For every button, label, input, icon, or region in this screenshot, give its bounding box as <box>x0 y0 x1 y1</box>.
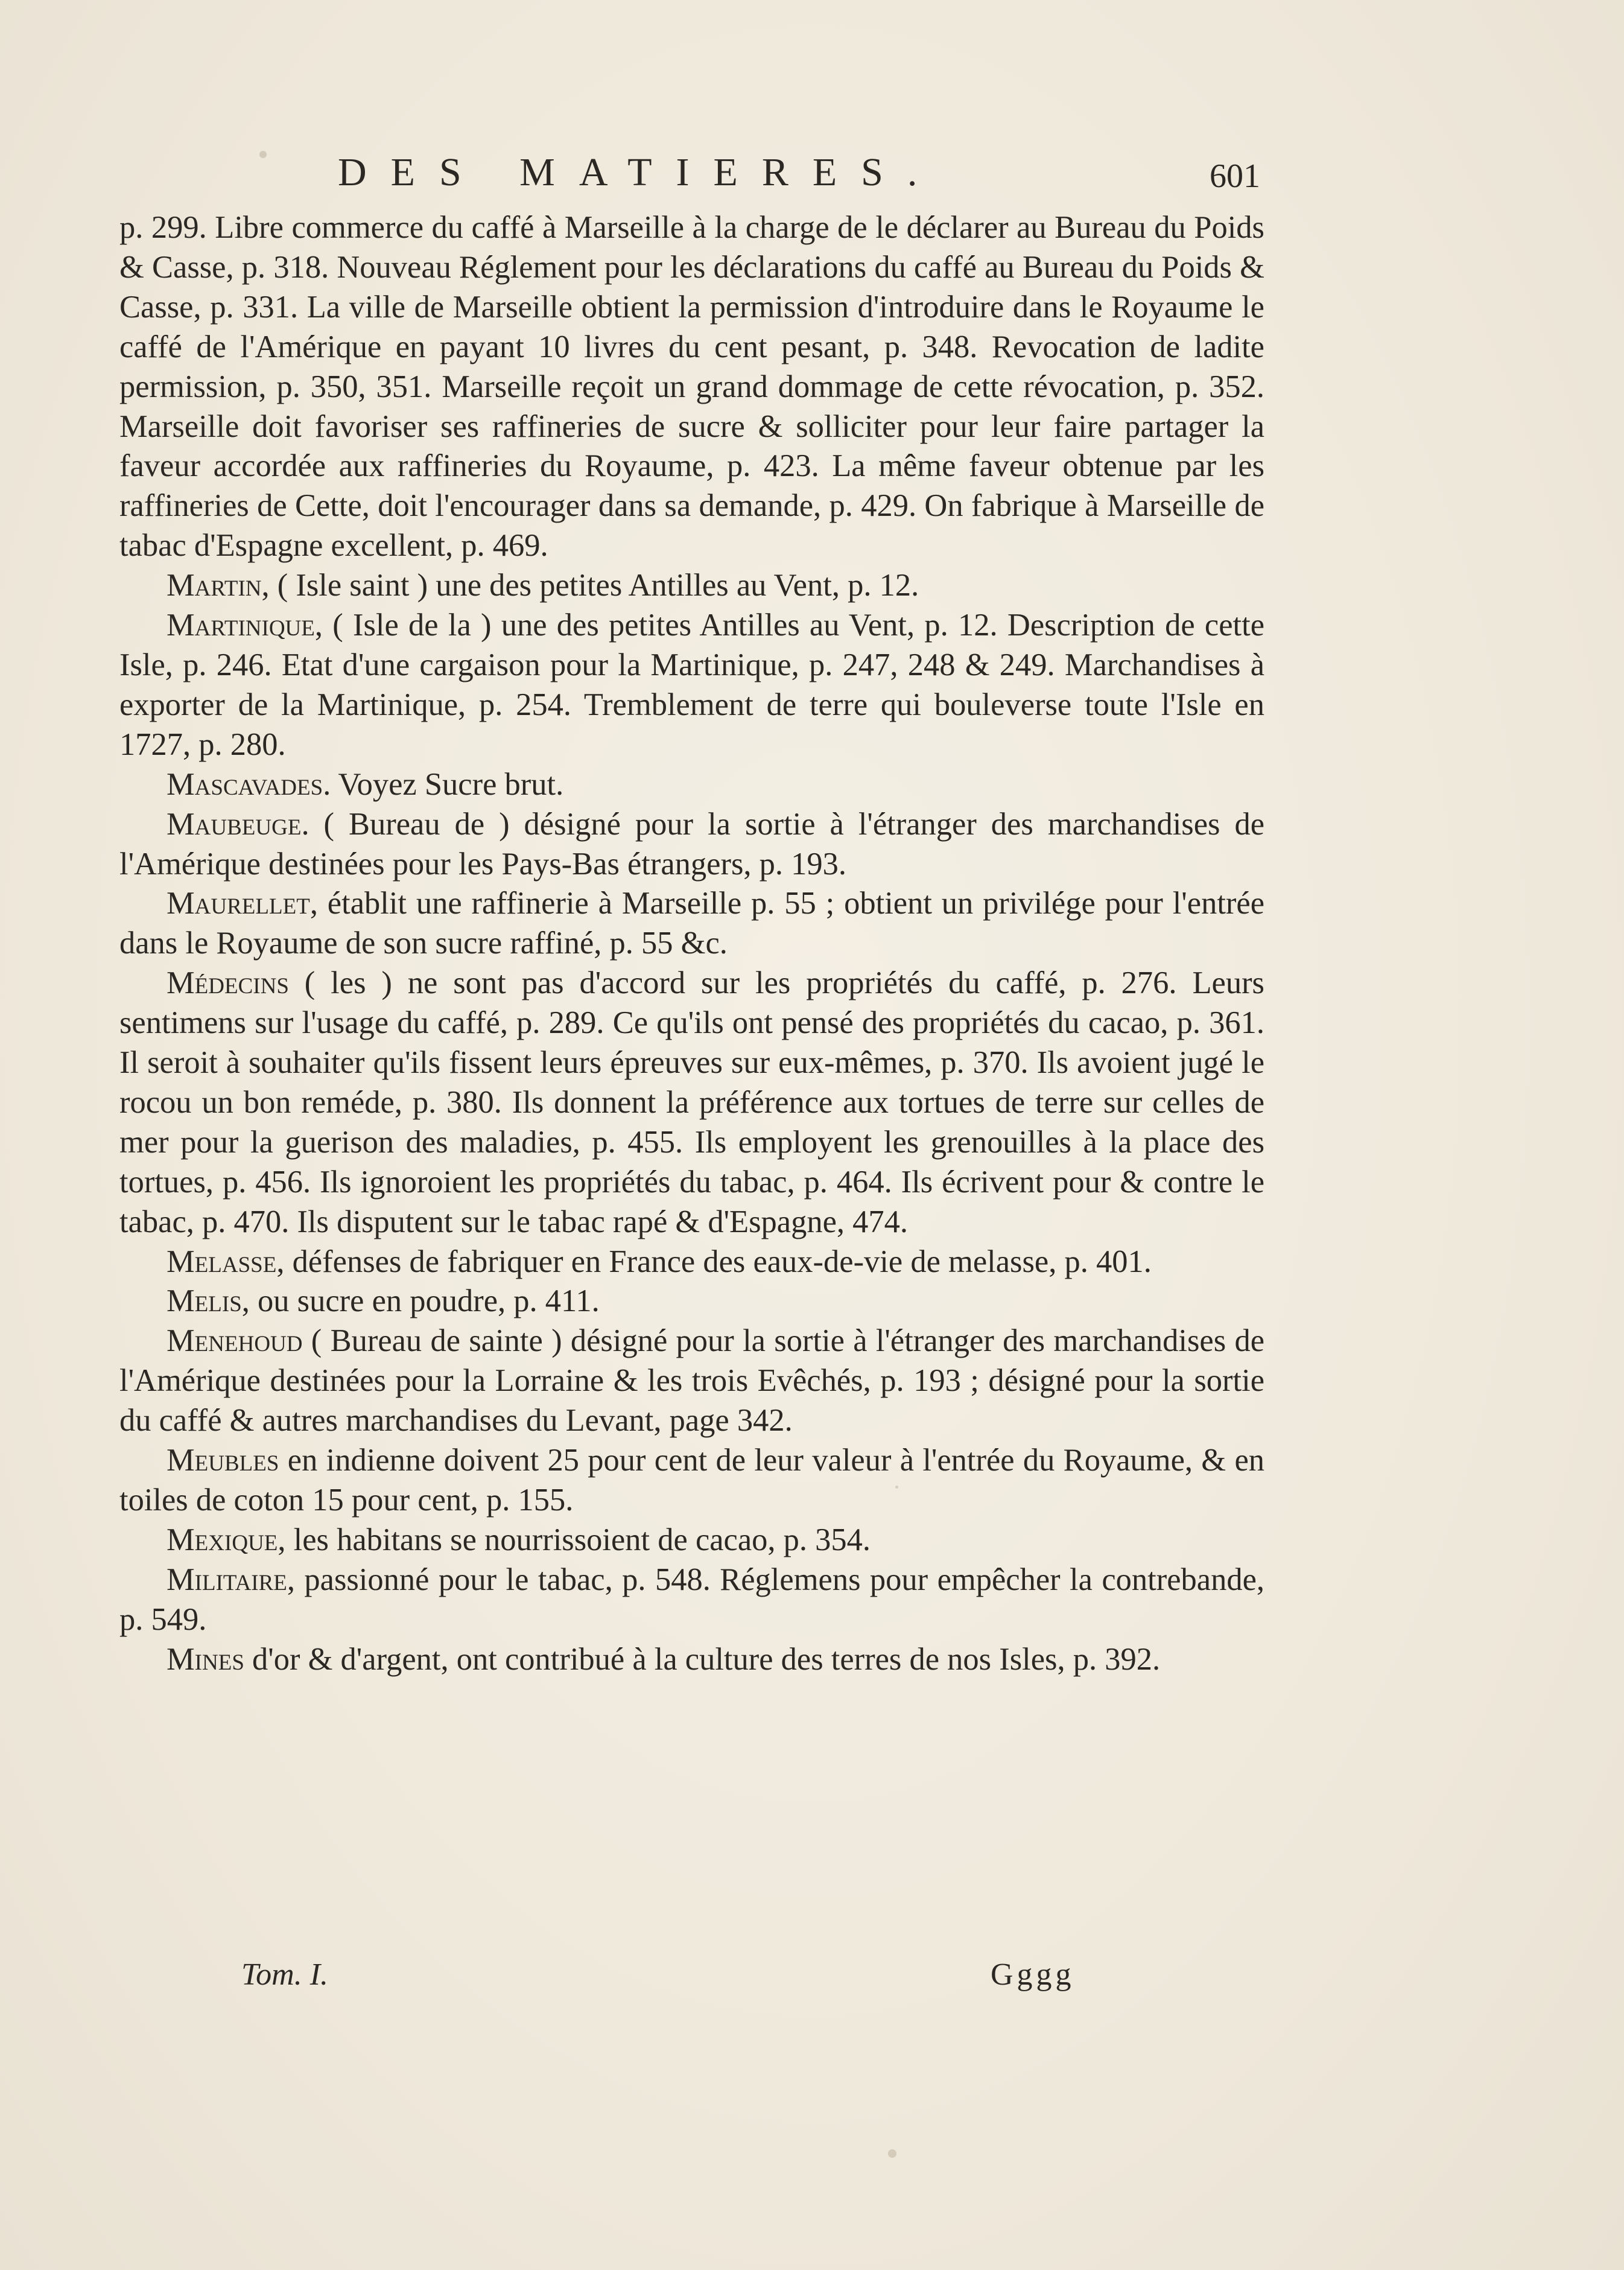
entry-head-word: Melis <box>167 1283 242 1319</box>
entry-head-word: Médecins <box>167 965 289 1001</box>
entry-text: . ( Bureau de ) désigné pour la sortie à l'étranger des marchandises de l'Amérique destinées pour les Pays-Bas étrangers, p. 193. <box>119 806 1264 882</box>
entry-head-word: Martin <box>167 568 262 603</box>
index-entry <box>119 1521 1264 1560</box>
entry-text: , les habitans se nourrissoient de cacao, p. 354. <box>278 1522 871 1557</box>
entry-text: , ( Isle saint ) une des petites Antilles au Vent, p. 12. <box>261 568 919 603</box>
entry-text: p. 299. Libre commerce du caffé à Marseille à la charge de le déclarer au Bureau du Poids & Casse, p. 318. Nouveau Réglement pour les déclarations du caffé au Bureau du Poids & Casse, p. 331. La ville de Marseille obtient la permission d'introduire dans le Royaume le caffé de l'Amérique en payant 10 livres du cent pesant, p. 348. Revocation de ladite permission, p. 350, 351. Marseille reçoit un grand dommage de cette révocation, p. 352. Marseille doit favoriser ses raffineries de sucre & solliciter pour leur faire partager la faveur accordée aux raffineries du Royaume, p. 423. La même faveur obtenue par les raffineries de Cette, doit l'encourager dans sa demande, p. 429. On fabrique à Marseille de tabac d'Espagne excellent, p. 469. <box>119 210 1264 564</box>
index-entry <box>119 884 1264 964</box>
paper-speck <box>895 1486 898 1489</box>
entry-head-word: Meubles <box>167 1443 279 1478</box>
entry-head-word: Menehoud <box>167 1323 303 1359</box>
entry-text: . Voyez Sucre brut. <box>323 766 564 802</box>
entry-text: , passionné pour le tabac, p. 548. Réglemens pour empêcher la contrebande, p. 549. <box>119 1562 1264 1637</box>
index-entry <box>119 1441 1264 1521</box>
entry-text: , ( Isle de la ) une des petites Antilles au Vent, p. 12. Description de cette Isle, p. 246. Etat d'une cargaison pour la Martinique, p. 247, 248 & 249. Marchandises à exporter de la Martinique, p. 254. Tremblement de terre qui bouleverse toute l'Isle en 1727, p. 280. <box>119 608 1264 762</box>
entry-head-word: Melasse <box>167 1244 277 1279</box>
entry-head-word: Mascavades <box>167 766 323 802</box>
index-entry <box>119 964 1264 1242</box>
entry-text: en indienne doivent 25 pour cent de leur valeur à l'entrée du Royaume, & en toiles de coton 15 pour cent, p. 155. <box>119 1443 1264 1518</box>
entry-head-word: Militaire <box>167 1562 287 1597</box>
entry-text: , établit une raffinerie à Marseille p. 55 ; obtient un privilége pour l'entrée dans le Royaume de son sucre raffiné, p. 55 &c. <box>119 886 1264 961</box>
index-entry <box>119 1321 1264 1441</box>
entry-head-word: Mexique <box>167 1522 278 1557</box>
paper-speck <box>259 151 267 158</box>
entry-text: , défenses de fabriquer en France des eaux-de-vie de melasse, p. 401. <box>276 1244 1152 1279</box>
entry-text: ( les ) ne sont pas d'accord sur les propriétés du caffé, p. 276. Leurs sentimens sur l'usage du caffé, p. 289. Ce qu'ils ont pensé des propriétés du cacao, p. 361. Il seroit à souhaiter qu'ils fissent leurs épreuves sur eux-mêmes, p. 370. Ils avoient jugé le rocou un bon reméde, p. 380. Ils donnent la préférence aux tortues de terre sur celles de mer pour la guerison des maladies, p. 455. Ils employent les grenouilles à la place des tortues, p. 456. Ils ignoroient les propriétés du tabac, p. 464. Ils écrivent pour & contre le tabac, p. 470. Ils disputent sur le tabac rapé & d'Espagne, 474. <box>119 965 1264 1239</box>
index-entry <box>119 1560 1264 1640</box>
index-entry <box>119 208 1264 566</box>
index-entry <box>119 1242 1264 1282</box>
entry-head-word: Maurellet <box>167 886 310 921</box>
entry-head-word: Maubeuge <box>167 806 302 842</box>
index-entry <box>119 566 1264 606</box>
index-entry <box>119 606 1264 765</box>
entry-head-word: Martinique <box>167 608 315 643</box>
page-number: 601 <box>1210 157 1260 195</box>
index-entry <box>119 1640 1264 1680</box>
entry-text: ( Bureau de sainte ) désigné pour la sortie à l'étranger des marchandises de l'Amérique destinées pour la Lorraine & les trois Evêchés, p. 193 ; désigné pour la sortie du caffé & autres marchandises du Levant, page 342. <box>119 1323 1264 1439</box>
entry-text: , ou sucre en poudre, p. 411. <box>241 1283 600 1319</box>
volume-mark: Tom. I. <box>241 1957 329 1992</box>
page-footer <box>241 1951 1134 1999</box>
entry-head-word: Mines <box>167 1641 244 1677</box>
entry-text: d'or & d'argent, ont contribué à la culture des terres de nos Isles, p. 392. <box>244 1641 1161 1677</box>
paper-speck <box>888 2149 896 2158</box>
index-entries <box>119 208 1264 1680</box>
index-entry <box>119 1282 1264 1321</box>
index-entry <box>119 765 1264 805</box>
index-entry <box>119 805 1264 885</box>
running-title: DES MATIERES. <box>338 150 942 194</box>
signature-mark: Gggg <box>991 1957 1075 1992</box>
